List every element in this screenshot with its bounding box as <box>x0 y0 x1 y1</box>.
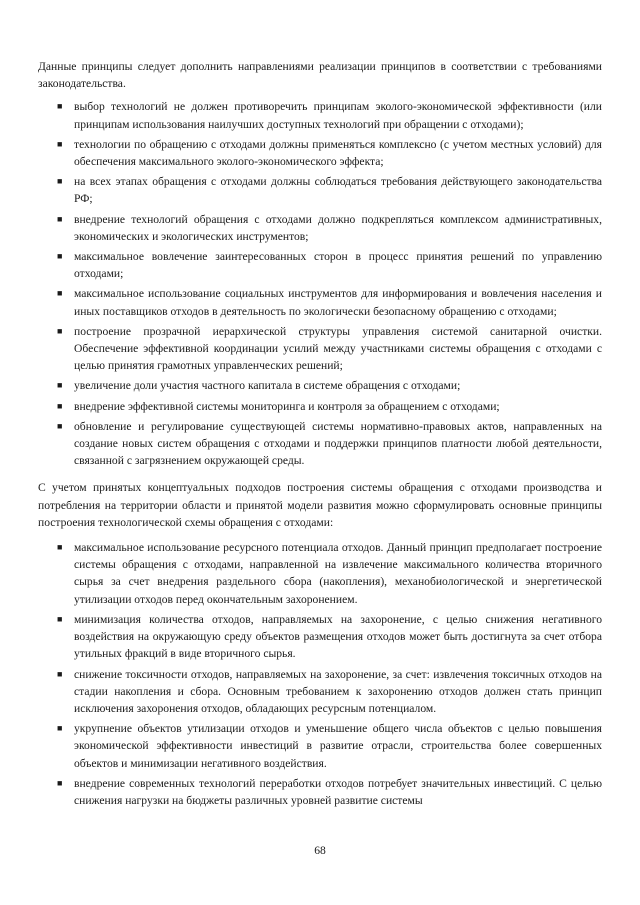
bullet-icon: ■ <box>57 138 63 149</box>
bullet-icon: ■ <box>57 723 63 734</box>
list-item <box>38 377 602 394</box>
list-item <box>38 173 602 207</box>
list-item-text: технологии по обращению с отходами должны применяться комплексно (с учетом местных условий) для обеспечения максимального эколого-экономического эффекта; <box>74 137 602 169</box>
list-item-text: на всех этапах обращения с отходами должны соблюдаться требования действующего законодательства РФ; <box>74 175 602 206</box>
list-item-text: внедрение эффективной системы мониторинга и контроля за обращением с отходами; <box>74 399 500 413</box>
list-item-text: внедрение современных технологий переработки отходов потребует значительных инвестиций. С целью снижения нагрузки на бюджеты различных уровней развитие системы <box>74 776 602 807</box>
technology-principles-list <box>38 539 602 809</box>
list-item <box>38 248 602 282</box>
bullet-icon: ■ <box>57 325 63 336</box>
list-item-text: выбор технологий не должен противоречить принципам эколого-экономической эффективности (или принципам использования наилучших доступных технологий при обращении с отходами); <box>74 100 602 131</box>
list-item-text: максимальное использование ресурсного потенциала отходов. Данный принцип предполагает построение системы обращения с отходами, направленной на извлечение максимального количества вторичного сырья за счет внедрения раздельного сбора (накопления), механобиологической и энергетической утилизации отходов перед окончательным захоронением. <box>74 541 602 606</box>
list-item <box>38 136 602 170</box>
body-paragraph: С учетом принятых концептуальных подходов построения системы обращения с отходами производства и потребления на территории области и принятой модели развития можно сформулировать основные принципы построения технологической схемы обращения с отходами: <box>38 481 602 529</box>
list-item-text: обновление и регулирование существующей системы нормативно-правовых актов, направленных на создание новых систем обращения с отходами и поддержки принципов платности любой деятельности, связанной с загрязнением окружающей среды. <box>74 419 602 468</box>
list-item <box>38 418 602 470</box>
list-item-text: внедрение технологий обращения с отходами должно подкрепляться комплексом административных, экономических и экологических инструментов; <box>74 212 602 243</box>
list-item-text: максимальное вовлечение заинтересованных сторон в процесс принятия решений по управлению отходами; <box>74 250 602 281</box>
list-item <box>38 720 602 772</box>
list-item <box>38 611 602 663</box>
bullet-icon: ■ <box>57 400 63 411</box>
list-item <box>38 666 602 718</box>
bullet-icon: ■ <box>57 288 63 299</box>
list-item-text: максимальное использование социальных инструментов для информирования и вовлечения населения и иных поставщиков отходов в деятельность по экологически безопасному обращению с отходами; <box>74 287 602 318</box>
bullet-icon: ■ <box>57 668 63 679</box>
list-item <box>38 775 602 809</box>
page-number: 68 <box>314 844 326 857</box>
list-item <box>38 398 602 415</box>
list-item-text: укрупнение объектов утилизации отходов и уменьшение общего числа объектов с целью повышения экономической эффективности инвестиций в развитие отрасли, строительства более совершенных объектов и минимизации негативного воздействия. <box>74 722 602 770</box>
bullet-icon: ■ <box>57 420 63 431</box>
document-page <box>38 58 602 812</box>
list-item <box>38 211 602 245</box>
intro-paragraph: Данные принципы следует дополнить направлениями реализации принципов в соответствии с требованиями законодательства. <box>38 60 602 91</box>
list-item-text: снижение токсичности отходов, направляемых на захоронение, за счет: извлечения токсичных отходов на стадии накопления и сбора. Основным требованием к захоронению отходов должен стать принцип исключения захоронения отходов, обладающих ресурсным потенциалом. <box>74 667 602 715</box>
list-item-text: минимизация количества отходов, направляемых на захоронение, с целью снижения негативного воздействия на окружающую среду объектов размещения отходов может быть достигнута за счет отбора утильных фракций в виде вторичного сырья. <box>74 612 602 661</box>
bullet-icon: ■ <box>57 613 63 624</box>
principles-list <box>38 98 602 469</box>
bullet-icon: ■ <box>57 777 63 788</box>
bullet-icon: ■ <box>57 380 63 391</box>
list-item <box>38 539 602 608</box>
list-item <box>38 98 602 132</box>
bullet-icon: ■ <box>57 251 63 262</box>
list-item <box>38 323 602 375</box>
list-item-text: построение прозрачной иерархической структуры управления системой санитарной очистки. Обеспечение эффективной координации усилий между участниками системы обращения с отходами с целью принятия грамотных управленческих решений; <box>74 324 602 373</box>
bullet-icon: ■ <box>57 101 63 112</box>
bullet-icon: ■ <box>57 542 63 553</box>
bullet-icon: ■ <box>57 176 63 187</box>
bullet-icon: ■ <box>57 213 63 224</box>
list-item-text: увеличение доли участия частного капитала в системе обращения с отходами; <box>74 379 461 393</box>
list-item <box>38 285 602 319</box>
